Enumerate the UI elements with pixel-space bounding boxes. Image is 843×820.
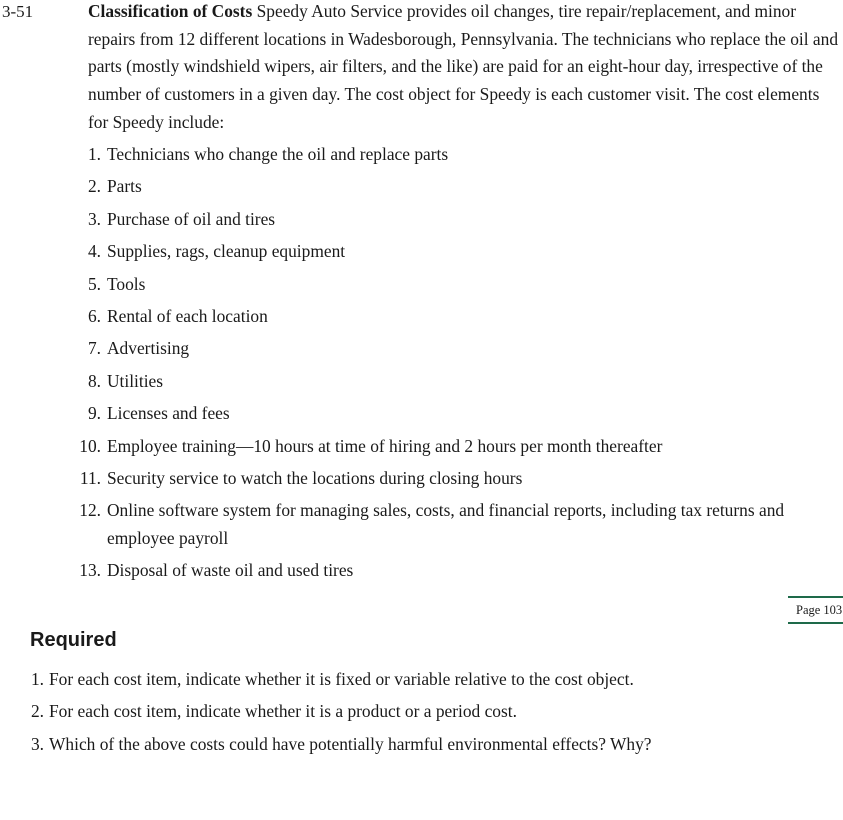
cost-item-text: Disposal of waste oil and used tires	[107, 560, 354, 581]
cost-item-text: Technicians who change the oil and replace parts	[107, 144, 449, 164]
problem-number: 3-51	[2, 2, 34, 21]
required-item-text: For each cost item, indicate whether it is fixed or variable relative to the cost object.	[49, 669, 634, 689]
cost-item-number: 4.	[87, 241, 101, 262]
cost-item-number: 6.	[87, 305, 101, 326]
cost-item	[0, 367, 843, 399]
cost-item	[0, 270, 843, 302]
cost-item	[0, 556, 843, 588]
cost-item-text: Parts	[107, 176, 142, 197]
required-item-text: Which of the above costs could have potentially harmful environmental effects? Why?	[49, 733, 652, 754]
problem-title: Classification of Costs	[88, 1, 253, 21]
cost-item-number: 9.	[87, 403, 101, 424]
page-number-marker: Page 103	[788, 596, 843, 624]
cost-item	[0, 399, 843, 431]
cost-item-text: Licenses and fees	[107, 403, 230, 424]
cost-item	[0, 237, 843, 269]
cost-item-number: 7.	[87, 338, 101, 359]
cost-item-number: 11.	[79, 467, 101, 488]
cost-item-number: 1.	[87, 144, 101, 164]
required-item-text: For each cost item, indicate whether it is a product or a period cost.	[49, 701, 517, 722]
cost-item-number: 10.	[79, 435, 101, 456]
cost-item-number: 8.	[87, 370, 101, 391]
required-item-number: 1.	[30, 669, 44, 689]
required-item-number: 3.	[30, 733, 44, 754]
cost-item	[0, 140, 843, 172]
cost-item	[0, 302, 843, 334]
cost-item	[0, 464, 843, 496]
cost-item-text: Security service to watch the locations during closing hours	[107, 467, 523, 488]
cost-item	[0, 334, 843, 366]
cost-item-number: 5.	[87, 273, 101, 294]
cost-item-text: Tools	[107, 273, 146, 294]
cost-item-text: Supplies, rags, cleanup equipment	[107, 241, 346, 262]
cost-item-number: 12.	[79, 500, 101, 521]
cost-item-text: Online software system for managing sales, costs, and financial reports, including tax returns and employee payroll	[107, 500, 785, 549]
cost-elements-list	[0, 140, 843, 589]
problem-text: Speedy Auto Service provides oil changes, tire repair/replacement, and minor repairs from 12 different locations in Wadesborough, Pennsylvania. The technicians who replace the oil and parts (mostly windshield wipers, air filters, and the like) are paid for an eight-hour day, irrespective of the number of customers in a given day. The cost object for Speedy is each customer visit. The cost elements for Speedy include:	[88, 1, 839, 132]
cost-item	[0, 172, 843, 204]
cost-item	[0, 432, 843, 464]
cost-item	[0, 205, 843, 237]
cost-item-text: Purchase of oil and tires	[107, 208, 276, 229]
problem-statement	[88, 0, 840, 137]
cost-item-number: 13.	[79, 560, 101, 581]
cost-item-number: 3.	[87, 208, 101, 229]
cost-item-text: Rental of each location	[107, 305, 268, 326]
cost-item-number: 2.	[87, 176, 101, 197]
required-item-number: 2.	[30, 701, 44, 722]
cost-item-text: Employee training—10 hours at time of hiring and 2 hours per month thereafter	[107, 435, 663, 456]
cost-item-text: Utilities	[107, 370, 164, 391]
cost-item-text: Advertising	[107, 338, 190, 359]
cost-item	[0, 496, 843, 556]
required-heading: Required	[30, 629, 117, 651]
